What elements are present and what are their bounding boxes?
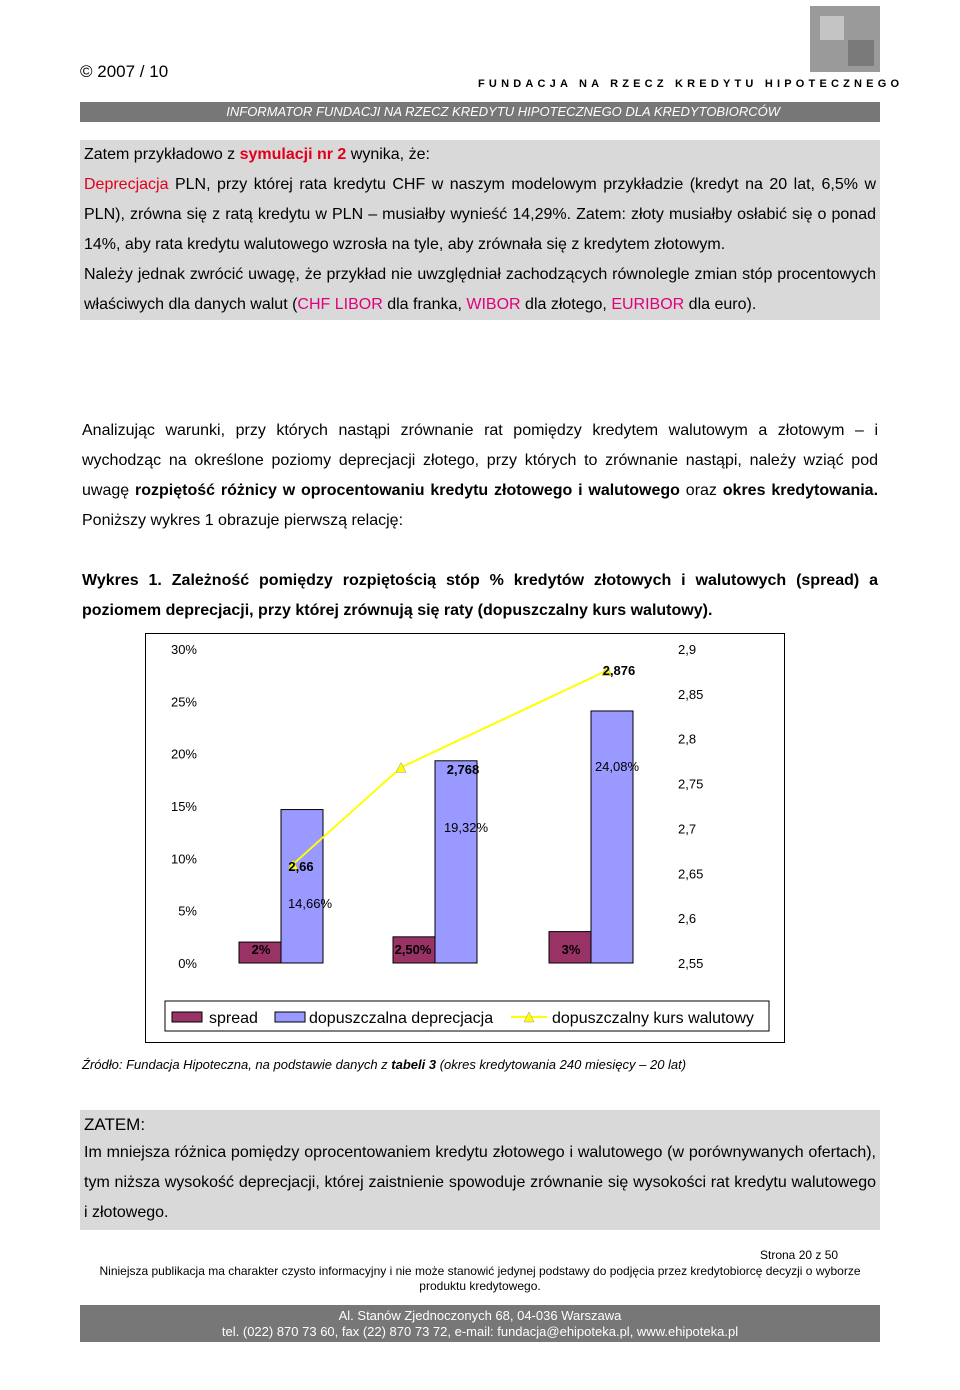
exchange-rate-data-label: 2,876 xyxy=(602,663,636,678)
y-left-tick-label: 15% xyxy=(170,799,197,814)
y-left-tick-label: 25% xyxy=(170,694,197,710)
analysis-paragraph xyxy=(82,416,878,536)
source-table-ref: tabeli 3 xyxy=(391,1057,437,1072)
box-paragraph-2 xyxy=(80,170,880,260)
footer-disclaimer: Niniejsza publikacja ma charakter czysto informacyjny i nie może stanowić jedynej podstawy do podjęcia przez kredytobiorcę decyzji o wyborze produktu kredytowego. xyxy=(99,1264,861,1293)
foundation-logo-icon xyxy=(810,6,880,72)
y-left-tick-label: 10% xyxy=(170,851,197,867)
example-box xyxy=(80,140,880,320)
exchange-rate-marker xyxy=(396,762,406,772)
box-p3-text2: dla franka, xyxy=(382,296,467,313)
footer-contact-bar xyxy=(80,1305,880,1342)
y-left-tick-label: 5% xyxy=(178,903,197,919)
spread-data-label: 2,50% xyxy=(394,942,432,957)
analysis-bold-1: rozpiętość różnicy w oprocentowaniu kredytu złotowego i walutowego xyxy=(135,482,680,499)
header-banner-text: INFORMATOR FUNDACJI NA RZECZ KREDYTU HIPOTECZNEGO DLA KREDYTOBIORCÓW xyxy=(226,104,780,119)
box-p3-text: Należy jednak zwrócić uwagę, że przykład nie uwzględniał zachodzących równolegle zmian stóp procentowych właściwych dla danych walut ( xyxy=(84,266,876,313)
box-paragraph-1 xyxy=(80,140,880,170)
box-p3-libor: CHF LIBOR xyxy=(297,296,383,313)
y-right-tick-label: 2,8 xyxy=(678,731,697,747)
legend-spread-label: spread xyxy=(209,1010,258,1027)
box-p1-text-end: wynika, że: xyxy=(346,146,430,163)
deprecation-data-label: 19,32% xyxy=(443,820,489,835)
y-right-tick-label: 2,75 xyxy=(678,776,704,792)
legend-spread-swatch xyxy=(172,1012,202,1022)
legend-deprecation-label: dopuszczalna deprecjacja xyxy=(309,1010,494,1027)
footer-contact: tel. (022) 870 73 60, fax (22) 870 73 72, e-mail: fundacja@ehipoteka.pl, www.ehipoteka.pl xyxy=(221,1324,739,1339)
box-p1-text: Zatem przykładowo z xyxy=(84,146,240,163)
analysis-text-3: Poniższy wykres 1 obrazuje pierwszą relację: xyxy=(82,512,404,529)
deprecation-data-label: 14,66% xyxy=(287,896,333,911)
exchange-rate-data-label: 2,768 xyxy=(446,762,480,777)
box-p3-euribor: EURIBOR xyxy=(611,296,685,313)
y-left-tick-label: 0% xyxy=(178,956,197,971)
box-paragraph-3 xyxy=(80,260,880,320)
exchange-rate-data-label: 2,66 xyxy=(288,859,314,874)
chart-svg xyxy=(145,633,785,1043)
logo-text: FUNDACJA NA RZECZ KREDYTU HIPOTECZNEGO xyxy=(478,78,904,90)
analysis-text: Analizując warunki, przy których nastąpi zrównanie rat pomiędzy kredytem walutowym a złotowym – i wychodząc na określone poziomy deprecjacji złotego, przy których to zrównanie nastąpi, należy wziąć pod uwagę xyxy=(82,422,878,499)
spread-data-label: 3% xyxy=(561,942,581,957)
page-number: Strona 20 z 50 xyxy=(760,1248,839,1262)
box-p3-text3: dla złotego, xyxy=(520,296,612,313)
source-text-end: (okres kredytowania 240 miesięcy – 20 lat) xyxy=(436,1057,687,1072)
box-p3-wibor: WIBOR xyxy=(466,296,521,313)
deprecation-bar xyxy=(281,810,323,963)
y-left-tick-label: 20% xyxy=(170,746,197,762)
header-year: © 2007 / 10 xyxy=(80,62,169,81)
box-p2-highlight: Deprecjacja xyxy=(84,176,169,193)
box-p1-highlight: symulacji nr 2 xyxy=(239,146,347,163)
conclusion-title: ZATEM: xyxy=(84,1115,146,1134)
y-right-tick-label: 2,55 xyxy=(678,956,704,971)
legend-deprecation-swatch xyxy=(275,1012,305,1022)
conclusion-text: Im mniejsza różnica pomiędzy oprocentowaniem kredytu złotowego i walutowego (w porównywanych ofertach), tym niższa wysokość deprecjacji, której zaistnienie spowoduje zrównanie się wysokości rat kredytu walutowego i złotowego. xyxy=(84,1144,876,1221)
y-right-tick-label: 2,7 xyxy=(678,821,697,837)
y-right-tick-label: 2,6 xyxy=(678,911,697,927)
chart-source xyxy=(82,1057,686,1072)
spread-data-label: 2% xyxy=(251,942,271,957)
analysis-text-2: oraz xyxy=(679,482,723,499)
legend-rate-label: dopuszczalny kurs walutowy xyxy=(552,1010,754,1027)
header-banner xyxy=(80,102,880,122)
source-text: Źródło: Fundacja Hipoteczna, na podstawie danych z xyxy=(82,1057,392,1072)
deprecation-bar xyxy=(591,711,633,963)
footer-address: Al. Stanów Zjednoczonych 68, 04-036 Warszawa xyxy=(338,1308,622,1323)
y-right-tick-label: 2,65 xyxy=(678,866,704,882)
deprecation-data-label: 24,08% xyxy=(594,759,640,774)
y-right-tick-label: 2,85 xyxy=(678,686,704,702)
deprecation-bar xyxy=(435,761,477,963)
conclusion-box xyxy=(80,1110,880,1230)
y-left-tick-label: 30% xyxy=(170,642,197,657)
figure-title: Wykres 1. Zależność pomiędzy rozpiętością stóp % kredytów złotowych i walutowych (spread) a poziomem deprecjacji, przy której zrównują się raty (dopuszczalny kurs walutowy). xyxy=(82,572,878,619)
box-p3-text4: dla euro). xyxy=(684,296,757,313)
box-p2-text: PLN, przy której rata kredytu CHF w naszym modelowym przykładzie (kredyt na 20 lat, 6,5% w PLN), zrówna się z ratą kredytu w PLN – musiałby wynieść 14,29%. Zatem: złoty musiałby osłabić się o ponad 14%, aby rata kredytu walutowego wzrosła na tyle, aby zrównała się z kredytem złotowym. xyxy=(84,176,876,253)
analysis-bold-2: okres kredytowania. xyxy=(722,482,879,499)
y-right-tick-label: 2,9 xyxy=(678,642,697,657)
